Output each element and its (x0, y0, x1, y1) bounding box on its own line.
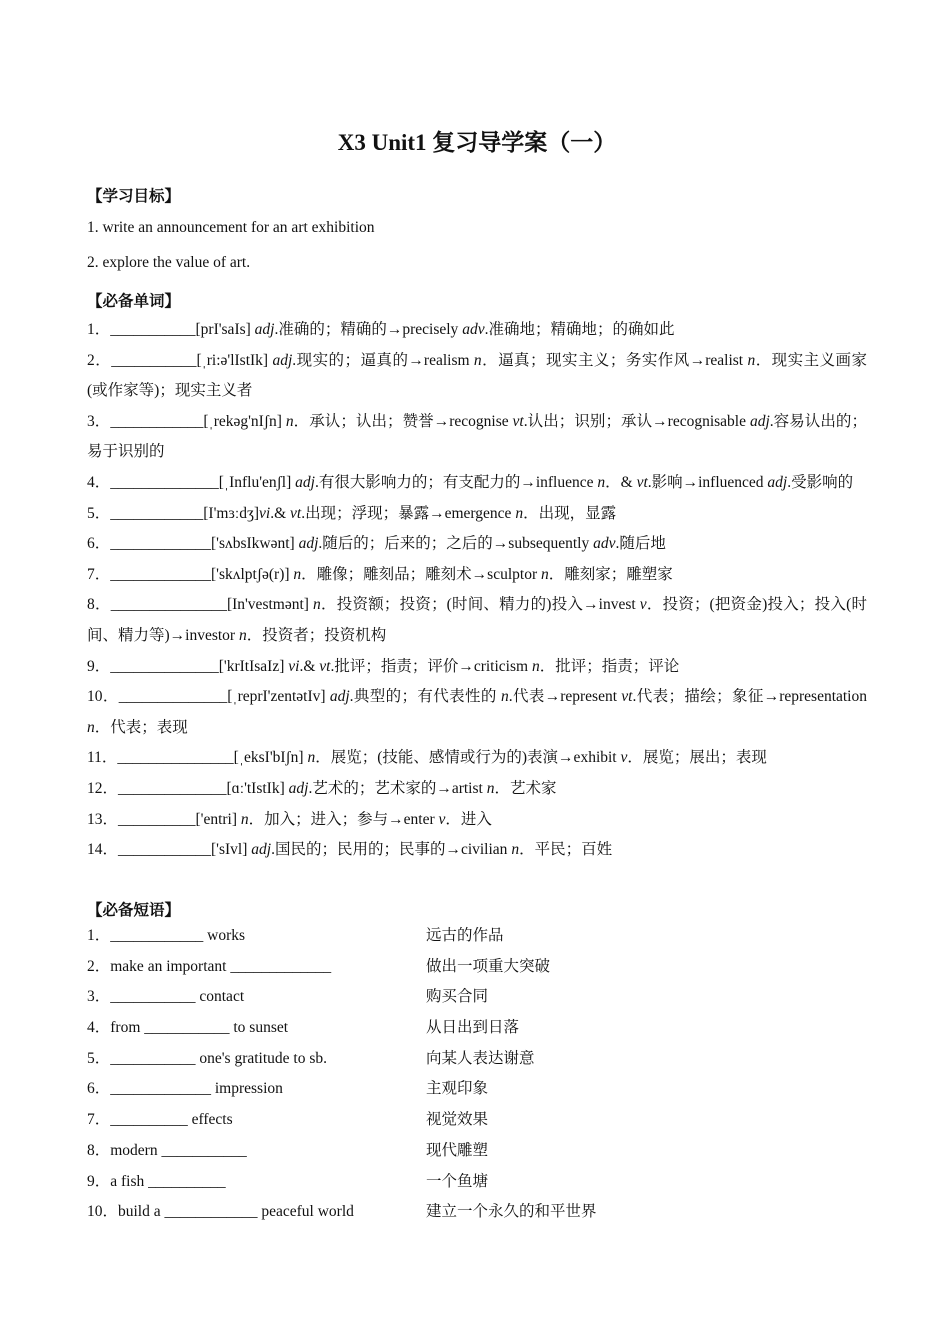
part-of-speech: n (285, 412, 294, 430)
phrase-row (87, 1013, 867, 1044)
phrase-list (87, 921, 867, 1228)
vocab-text: ．展览；(技能、感情或行为的)表演→exhibit (315, 749, 621, 767)
vocab-text: .批评；指责；评价→criticism (330, 657, 532, 675)
vocab-text: .代表；描绘；象征→representation (632, 688, 867, 706)
objective-item: 2. explore the value of art. (87, 254, 251, 271)
part-of-speech: adj (288, 779, 309, 797)
vocab-text: .出现；浮现；暴露→emergence (301, 504, 516, 522)
part-of-speech: n (747, 351, 756, 369)
phrase-chinese: 从日出到日落 (426, 1019, 520, 1037)
phrase-chinese: 远古的作品 (426, 927, 504, 944)
part-of-speech: n (531, 657, 540, 675)
vocab-text: ．投资额；投资；(时间、精力的)投入→invest (320, 596, 640, 614)
vocab-item (87, 805, 867, 836)
vocab-text: .随后地 (615, 535, 666, 553)
vocab-heading: 【必备单词】 (87, 293, 181, 310)
vocab-text: ．批评；指责；评论 (539, 657, 680, 675)
phrase-english: 2．make an important _____________ (87, 957, 332, 975)
vocab-text: ．代表；表现 (94, 718, 188, 736)
phrase-row (87, 952, 867, 983)
vocab-text: .艺术的；艺术家的→artist (308, 779, 487, 797)
part-of-speech: v (639, 596, 647, 614)
vocab-text: .准确的；精确的→precisely (274, 321, 463, 338)
vocab-text: 11．_______________[ˌeksI'bIʃn] (87, 749, 308, 767)
part-of-speech: vt (290, 504, 302, 522)
part-of-speech: vt (512, 412, 524, 430)
phrases-heading: 【必备短语】 (87, 902, 181, 919)
vocab-text: .认出；识别；承认→recognisable (523, 412, 750, 430)
vocab-text: 4．______________[ˌInflu'enʃl] (87, 473, 296, 491)
phrase-english: 1．____________ works (87, 927, 246, 944)
part-of-speech: adv (462, 321, 485, 338)
part-of-speech: vt (319, 657, 331, 675)
vocab-text: .准确地；精确地；的确如此 (484, 321, 675, 338)
vocab-text: .& (270, 504, 291, 522)
vocab-list (87, 315, 867, 866)
vocab-item (87, 499, 867, 530)
phrase-chinese: 向某人表达谢意 (426, 1049, 535, 1067)
vocab-text: .受影响的 (787, 473, 854, 491)
vocab-text: 2．___________[ˌri:ə'lIstIk] (87, 351, 273, 369)
part-of-speech: vt (621, 688, 633, 706)
vocab-item (87, 529, 867, 560)
vocab-item (87, 682, 867, 743)
phrase-row (87, 982, 867, 1013)
part-of-speech: adj (329, 688, 350, 706)
phrase-english: 7．__________ effects (87, 1111, 233, 1129)
page-title: X3 Unit1 复习导学案（一） (337, 130, 617, 155)
part-of-speech: adj (767, 473, 788, 491)
part-of-speech: n (240, 810, 249, 828)
vocab-text: ．加入；进入；参与→enter (248, 810, 439, 828)
vocab-text: 7．_____________['skʌlptʃə(r)] (87, 565, 294, 583)
part-of-speech: adj (298, 535, 319, 553)
part-of-speech: n (313, 596, 321, 614)
part-of-speech: n (238, 626, 247, 644)
vocab-item (87, 743, 867, 774)
phrase-english: 9．a fish __________ (87, 1172, 226, 1190)
part-of-speech: n (597, 473, 606, 491)
phrase-chinese: 一个鱼塘 (426, 1172, 489, 1190)
part-of-speech: n (486, 779, 495, 797)
vocab-text: ．雕像；雕刻品；雕刻术→sculptor (301, 565, 541, 583)
phrase-row (87, 1044, 867, 1075)
vocab-text: ．投资者；投资机构 (246, 626, 387, 644)
vocab-text: ．投资；(把资金)投入；投入(时间、精力等)→investor (87, 596, 867, 644)
vocab-text: ．承认；认出；赞誉→recognise (293, 412, 513, 430)
phrase-chinese: 视觉效果 (426, 1111, 489, 1129)
vocab-item (87, 560, 867, 591)
vocab-text: .影响→influenced (647, 473, 768, 491)
part-of-speech: v (438, 810, 446, 828)
part-of-speech: adj (295, 473, 315, 491)
vocab-text: ．& (605, 473, 637, 491)
vocab-item (87, 590, 867, 651)
part-of-speech: adj (272, 351, 293, 369)
phrase-row (87, 1105, 867, 1136)
phrase-chinese: 做出一项重大突破 (426, 957, 551, 975)
phrase-english: 4．from ___________ to sunset (87, 1019, 289, 1037)
part-of-speech: adj (251, 841, 272, 859)
vocab-item (87, 315, 867, 346)
part-of-speech: n (87, 718, 95, 736)
part-of-speech: n (473, 351, 482, 369)
vocab-text: ．雕刻家；雕塑家 (548, 565, 673, 583)
phrase-english: 6．_____________ impression (87, 1080, 283, 1098)
phrase-row (87, 1197, 867, 1228)
vocab-text: ．展览；展出；表现 (627, 749, 767, 767)
phrase-english: 10．build a ____________ peaceful world (87, 1203, 354, 1221)
phrase-chinese: 主观印象 (426, 1080, 489, 1098)
phrase-row (87, 1074, 867, 1105)
vocab-text: ．艺术家 (494, 779, 557, 797)
vocab-text: .容易认出的；易于识别的 (87, 412, 867, 461)
objectives-heading: 【学习目标】 (87, 188, 181, 205)
phrase-english: 3．___________ contact (87, 988, 245, 1006)
vocab-text: 3．____________[ˌrekəg'nIʃn] (87, 412, 286, 430)
vocab-text: 10．______________[ˌreprI'zentətIv] (87, 688, 330, 706)
vocab-text: .随后的；后来的；之后的→subsequently (318, 535, 594, 553)
vocab-text: .典型的；有代表性的 (349, 688, 501, 706)
objective-item: 1. write an announcement for an art exhibition (87, 219, 375, 236)
part-of-speech: n (293, 565, 302, 583)
vocab-text: .现实的；逼真的→realism (292, 351, 474, 369)
vocab-text: 14．____________['sIvl] (87, 841, 252, 859)
vocab-item (87, 407, 867, 468)
phrase-chinese: 建立一个永久的和平世界 (426, 1203, 597, 1221)
vocab-text: 1．___________[prI'saIs] (87, 321, 255, 338)
part-of-speech: vt (636, 473, 648, 491)
vocab-item (87, 346, 867, 407)
vocab-text: ．平民；百姓 (519, 841, 613, 859)
phrase-english: 8．modern ___________ (87, 1141, 247, 1159)
vocab-text: 9．______________['krItIsaIz] (87, 657, 289, 675)
part-of-speech: adj (254, 321, 275, 338)
vocab-text: .有很大影响力的；有支配力的→influence (314, 473, 598, 491)
phrase-chinese: 现代雕塑 (426, 1141, 489, 1159)
part-of-speech: n (500, 688, 509, 706)
phrase-english: 5．___________ one's gratitude to sb. (87, 1049, 328, 1067)
vocab-text: ．出现，显露 (523, 504, 617, 522)
vocab-text: 8．_______________[In'vestmənt] (87, 596, 314, 614)
vocab-text: .国民的；民用的；民事的→civilian (271, 841, 512, 859)
part-of-speech: adv (593, 535, 616, 553)
vocab-text: ．逼真；现实主义；务实作风→realist (481, 351, 748, 369)
part-of-speech: n (515, 504, 524, 522)
vocab-text: .& (299, 657, 320, 675)
part-of-speech: n (540, 565, 549, 583)
part-of-speech: vi (259, 504, 271, 522)
part-of-speech: adj (749, 412, 770, 430)
vocab-item (87, 774, 867, 805)
part-of-speech: n (307, 749, 316, 767)
phrase-row (87, 921, 867, 952)
vocab-text: 12．______________[ɑː'tIstIk] (87, 779, 289, 797)
vocab-item (87, 652, 867, 683)
vocab-text: 6．_____________['sʌbsIkwənt] (87, 535, 299, 553)
vocab-text: ．进入 (445, 810, 492, 828)
phrase-row (87, 1167, 867, 1198)
part-of-speech: vi (288, 657, 300, 675)
vocab-text: 13．__________['entri] (87, 810, 241, 828)
part-of-speech: n (511, 841, 520, 859)
vocab-item (87, 835, 867, 866)
vocab-text: .代表→represent (508, 688, 622, 706)
phrase-row (87, 1136, 867, 1167)
vocab-item (87, 468, 867, 499)
vocab-text: 5．____________[I'mɜːdʒ] (87, 504, 260, 522)
vocab-text: ．现实主义画家(或作家等)；现实主义者 (87, 351, 868, 400)
part-of-speech: v (620, 749, 628, 767)
phrase-chinese: 购买合同 (426, 988, 489, 1006)
